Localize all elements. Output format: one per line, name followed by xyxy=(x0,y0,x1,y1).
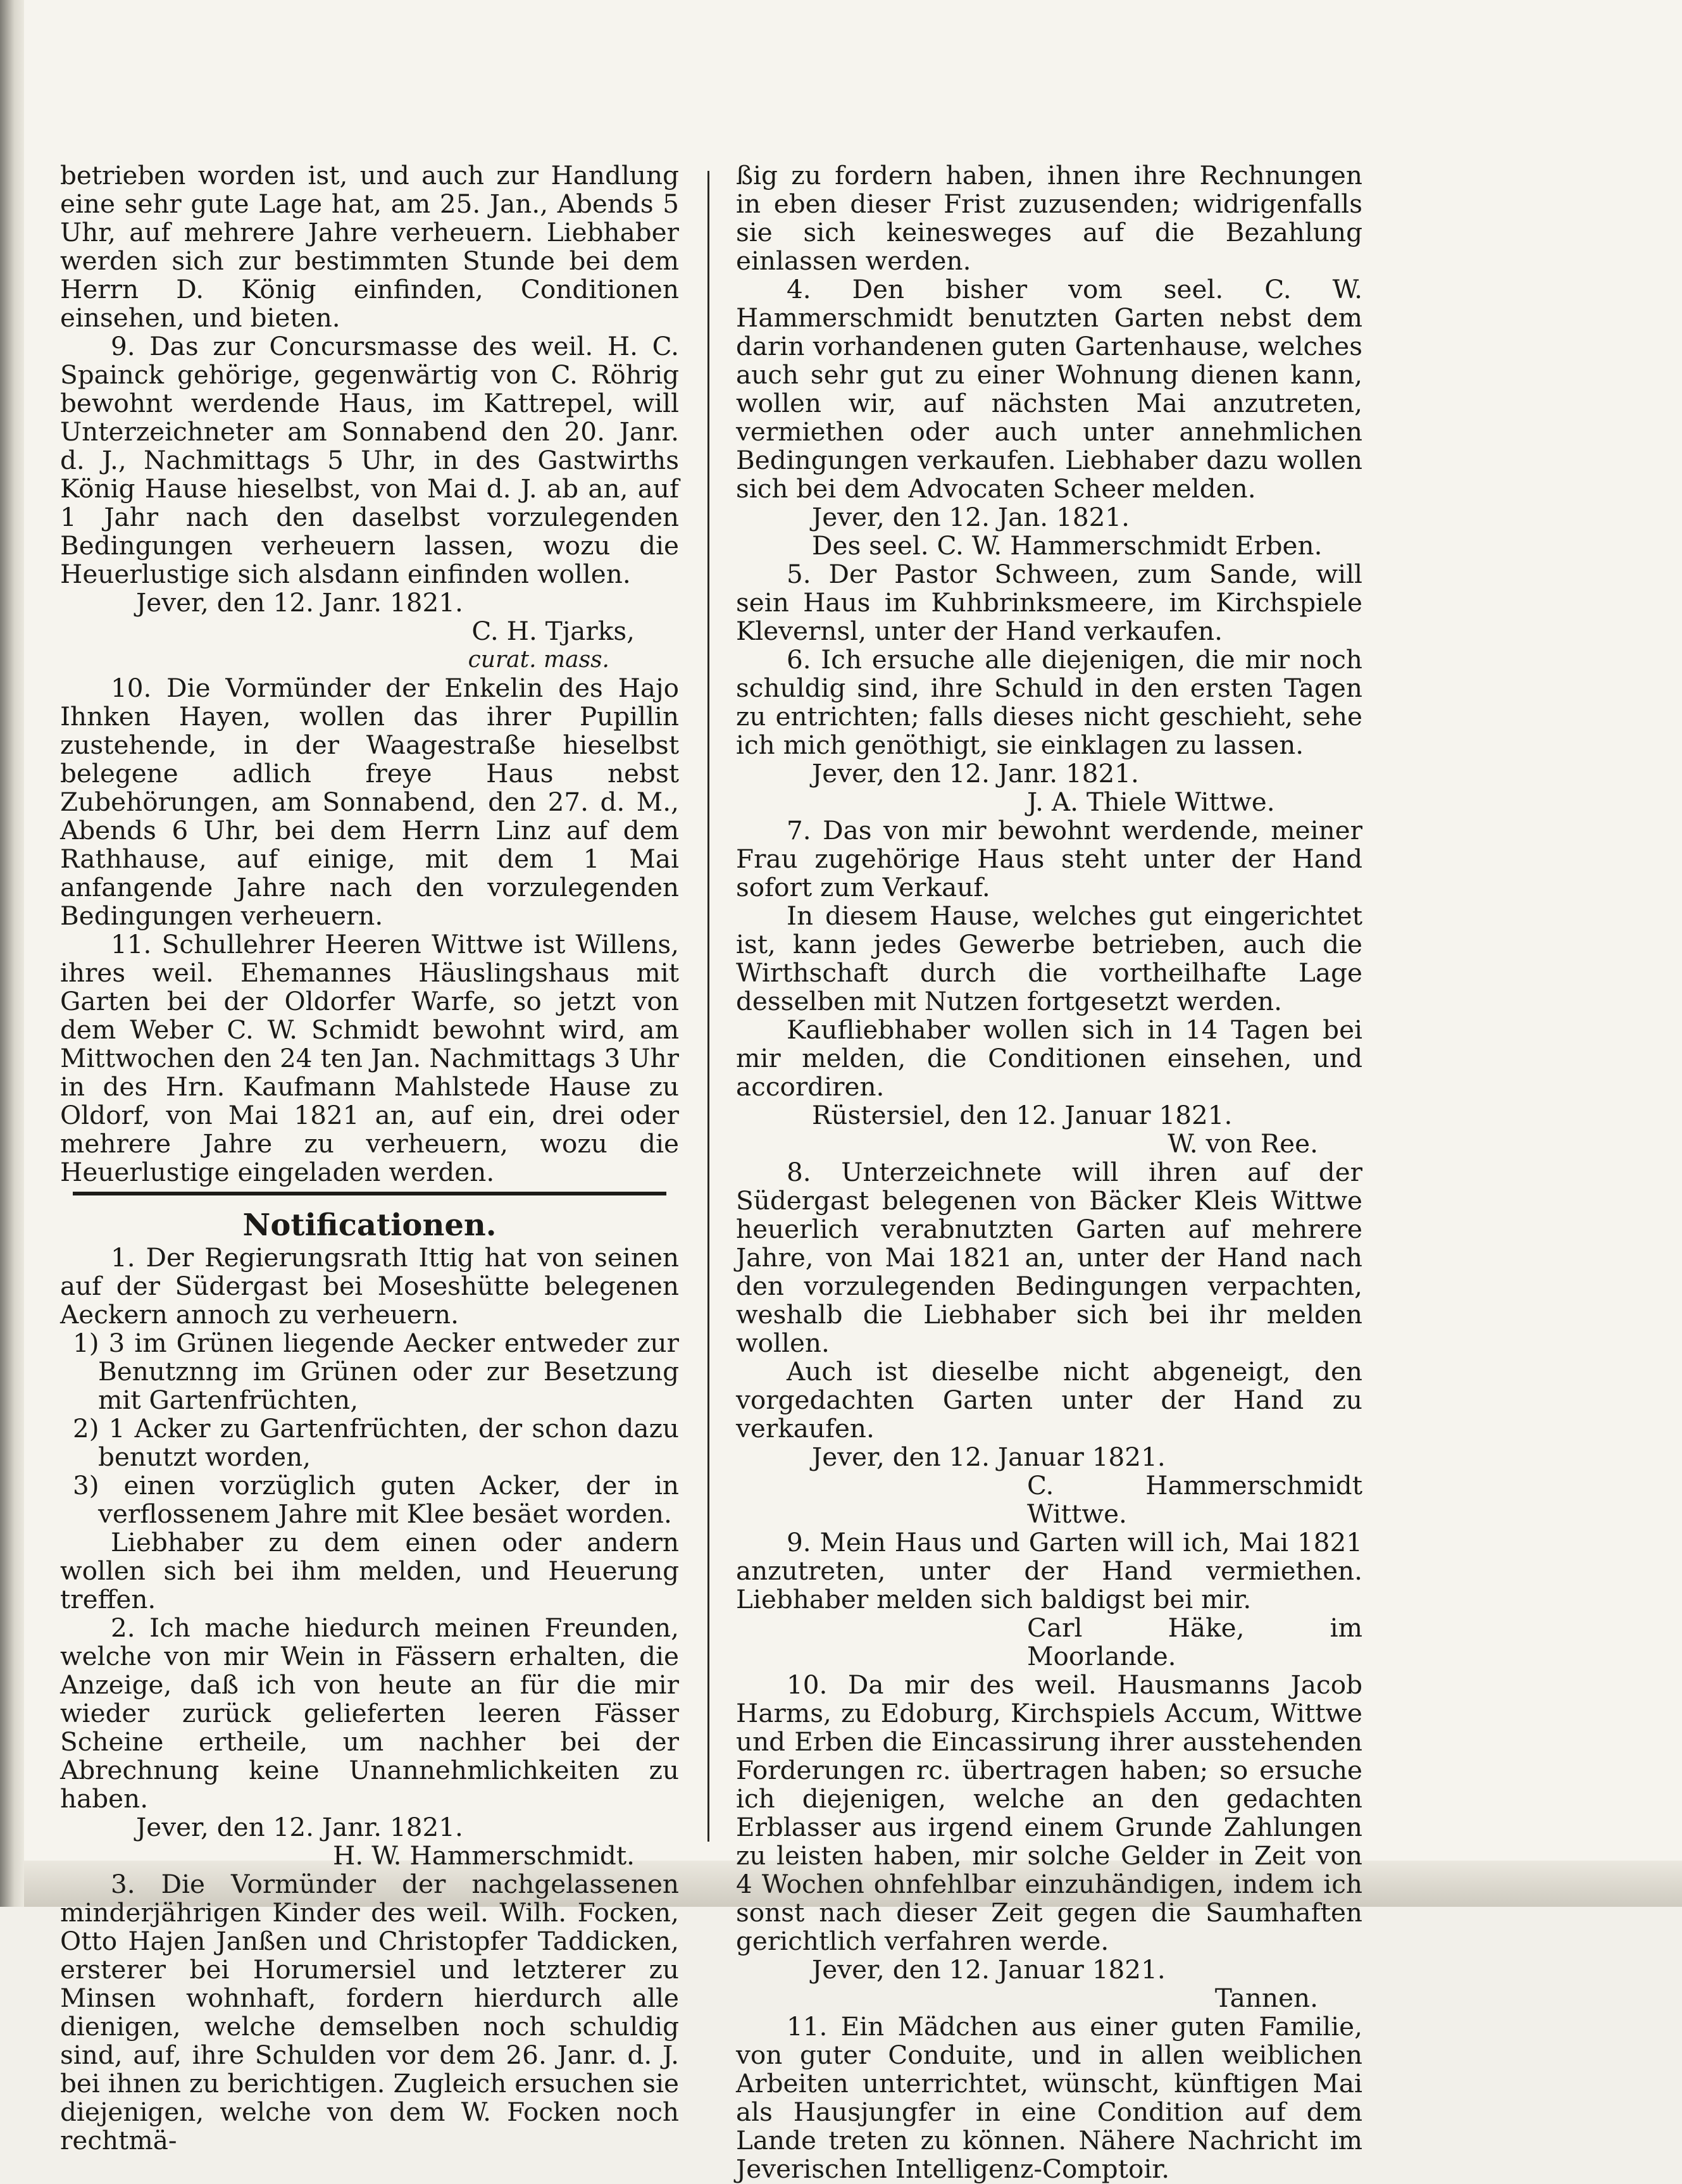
page-binding-edge xyxy=(0,0,24,1907)
notification-5: 5. Der Pastor Schween, zum Sande, will sein Haus im Kuhbrinksmeere, im Kirchspiele Klevernsl, unter der Hand verkaufen. xyxy=(736,559,1362,646)
notification-2-signature: H. W. Hammerschmidt. xyxy=(333,1840,635,1871)
notification-8: 8. Unterzeichnete will ihren auf der Südergast belegenen von Bäcker Kleis Wittwe heuerlich verabnutzten Garten auf mehrere Jahre, von Mai 1821 an, unter der Hand nach den vorzulegenden Bedingungen verpachten, weshalb die Liebhaber sich bei ihr melden wollen. xyxy=(736,1157,1362,1358)
notification-1: 1. Der Regierungsrath Ittig hat von seinen auf der Südergast bei Moseshütte belegenen Aeckern annoch zu verheuern. xyxy=(60,1242,679,1330)
notification-4-date: Jever, den 12. Jan. 1821. xyxy=(812,502,1130,532)
notification-1-tail: Liebhaber zu dem einen oder andern wollen sich bei ihm melden, und Heuerung treffen. xyxy=(60,1527,679,1614)
left-column xyxy=(60,161,679,2155)
notification-1-item: 2) 1 Acker zu Gartenfrüchten, der schon dazu benutzt worden, xyxy=(73,1413,679,1472)
notice-9-signature-title: curat. mass. xyxy=(468,647,609,673)
notification-3: 3. Die Vormünder der nachgelassenen minderjährigen Kinder des weil. Wilh. Focken, Otto Hajen Janßen und Christopfer Taddicken, ersterer bei Horumersiel und letzterer zu Minsen wohnhaft, fordern hierdurch alle dienigen, welche demselben noch schuldig sind, auf, ihre Schulden vor dem 26. Janr. d. J. bei ihnen zu berichtigen. Zugleich ersuchen sie diejenigen, welche von dem W. Focken noch rechtmä- xyxy=(60,1869,679,2156)
notification-8-signature: C. Hammerschmidt Wittwe. xyxy=(1027,1470,1362,1529)
notice-9-date: Jever, den 12. Janr. 1821. xyxy=(136,587,463,618)
notification-11: 11. Ein Mädchen aus einer guten Familie, von guter Conduite, und in allen weiblichen Arbeiten unterrichtet, wünscht, künftigen Mai als Hausjungfer in eine Condition auf dem Lande treten zu können. Nähere Nachricht im Jeverischen Intelligenz-Comptoir. xyxy=(736,2011,1362,2184)
notice-9: 9. Das zur Concursmasse des weil. H. C. Spainck gehörige, gegenwärtig von C. Röhrig bewohnt werdende Haus, im Kattrepel, will Unterzeichneter am Sonnabend den 20. Janr. d. J., Nachmittags 5 Uhr, in des Gastwirths König Hause hieselbst, von Mai d. J. ab an, auf 1 Jahr nach den daselbst vorzulegenden Bedingungen verheuern lassen, wozu die Heuerlustige sich alsdann einfinden wollen. xyxy=(60,331,679,589)
notification-8-tail: Auch ist dieselbe nicht abgeneigt, den vorgedachten Garten unter der Hand zu verkaufen. xyxy=(736,1356,1362,1444)
continued-notice: betrieben worden ist, und auch zur Handlung eine sehr gute Lage hat, am 25. Jan., Abends 5 Uhr, auf mehrere Jahre verheuern. Liebhaber werden sich zur bestimmten Stunde bei dem Herrn D. König einfinden, Conditionen einsehen, und bieten. xyxy=(60,160,679,333)
notification-10: 10. Da mir des weil. Hausmanns Jacob Harms, zu Edoburg, Kirchspiels Accum, Wittwe und Erben die Eincassirung ihrer ausstehenden Forderungen rc. übertragen haben; so ersuche ich diejenigen, welche an den gedachten Erblasser aus irgend einem Grunde Zahlungen zu leisten haben, mir solche Gelder in Zeit von 4 Wochen ohnfehlbar einzuhändigen, indem ich sonst nach dieser Zeit gegen die Saumhaften gerichtlich verfahren werde. xyxy=(736,1669,1362,1956)
notification-6-signature: J. A. Thiele Wittwe. xyxy=(1027,787,1275,817)
notice-11: 11. Schullehrer Heeren Wittwe ist Willens, ihres weil. Ehemannes Häuslingshaus mit Garten bei der Oldorfer Warfe, so jetzt von dem Weber C. W. Schmidt bewohnt wird, am Mittwochen den 24 ten Jan. Nachmittags 3 Uhr in des Hrn. Kaufmann Mahlstede Hause zu Oldorf, von Mai 1821 an, auf ein, drei oder mehrere Jahre zu verheuern, wozu die Heuerlustige eingeladen werden. xyxy=(60,929,679,1187)
notification-6-date: Jever, den 12. Janr. 1821. xyxy=(812,758,1139,789)
column-divider xyxy=(707,171,709,1842)
notification-2: 2. Ich mache hiedurch meinen Freunden, welche von mir Wein in Fässern erhalten, die Anzeige, daß ich von heute an für die mir wieder zurück gelieferten leeren Fässer Scheine ertheile, um nachher bei der Abrechnung keine Unannehmlichkeiten zu haben. xyxy=(60,1613,679,1814)
notification-7: 7. Das von mir bewohnt werdende, meiner Frau zugehörige Haus steht unter der Hand sofort zum Verkauf. xyxy=(736,815,1362,902)
notification-10-date: Jever, den 12. Januar 1821. xyxy=(812,1954,1166,1985)
notification-7-date: Rüstersiel, den 12. Januar 1821. xyxy=(812,1100,1233,1130)
notification-6: 6. Ich ersuche alle diejenigen, die mir noch schuldig sind, ihre Schuld in den ersten Tagen zu entrichten; falls dieses nicht geschieht, sehe ich mich genöthigt, sie einklagen zu lassen. xyxy=(736,644,1362,760)
notice-10: 10. Die Vormünder der Enkelin des Hajo Ihnken Hayen, wollen das ihrer Pupillin zustehende, in der Waagestraße hieselbst belegene adlich freye Haus nebst Zubehörungen, am Sonnabend, den 27. d. M., Abends 6 Uhr, bei dem Herrn Linz auf dem Rathhause, auf einige, mit dem 1 Mai anfangende Jahre nach den vorzulegenden Bedingungen verheuern. xyxy=(60,673,679,931)
right-column xyxy=(736,161,1362,2183)
notification-1-item: 1) 3 im Grünen liegende Aecker entweder zur Benutznng im Grünen oder zur Besetzung mit Gartenfrüchten, xyxy=(73,1328,679,1415)
notification-4: 4. Den bisher vom seel. C. W. Hammerschmidt benutzten Garten nebst dem darin vorhandenen guten Gartenhause, welches auch sehr gut zu einer Wohnung dienen kann, wollen wir, auf nächsten Mai anzutreten, vermiethen oder auch unter annehmlichen Bedingungen verkaufen. Liebhaber dazu wollen sich bei dem Advocaten Scheer melden. xyxy=(736,274,1362,504)
notification-8-date: Jever, den 12. Januar 1821. xyxy=(812,1442,1166,1472)
notification-1-item: 3) einen vorzüglich guten Acker, der in verflossenem Jahre mit Klee besäet worden. xyxy=(73,1470,679,1529)
notification-3-continued: ßig zu fordern haben, ihnen ihre Rechnungen in eben dieser Frist zuzusenden; widrigenfalls sie sich keinesweges auf die Bezahlung einlassen werden. xyxy=(736,160,1362,276)
notification-4-signature: Des seel. C. W. Hammerschmidt Erben. xyxy=(812,530,1323,561)
notice-9-signature: C. H. Tjarks, xyxy=(471,616,635,646)
notification-9: 9. Mein Haus und Garten will ich, Mai 1821 anzutreten, unter der Hand vermiethen. Liebhaber melden sich baldigst bei mir. xyxy=(736,1527,1362,1614)
section-title: Notificationen. xyxy=(242,1207,497,1243)
notification-7-body: In diesem Hause, welches gut eingerichtet ist, kann jedes Gewerbe betrieben, auch die Wirthschaft durch die vortheilhafte Lage desselben mit Nutzen fortgesetzt werden. xyxy=(736,901,1362,1016)
notification-9-signature: Carl Häke, im Moorlande. xyxy=(1027,1613,1362,1671)
notification-7-signature: W. von Ree. xyxy=(1168,1128,1318,1159)
notification-10-signature: Tannen. xyxy=(1214,1983,1318,2013)
notification-2-date: Jever, den 12. Janr. 1821. xyxy=(136,1812,463,1842)
section-divider xyxy=(73,1192,666,1195)
notification-7-tail: Kaufliebhaber wollen sich in 14 Tagen bei mir melden, die Conditionen einsehen, und accordiren. xyxy=(736,1014,1362,1102)
